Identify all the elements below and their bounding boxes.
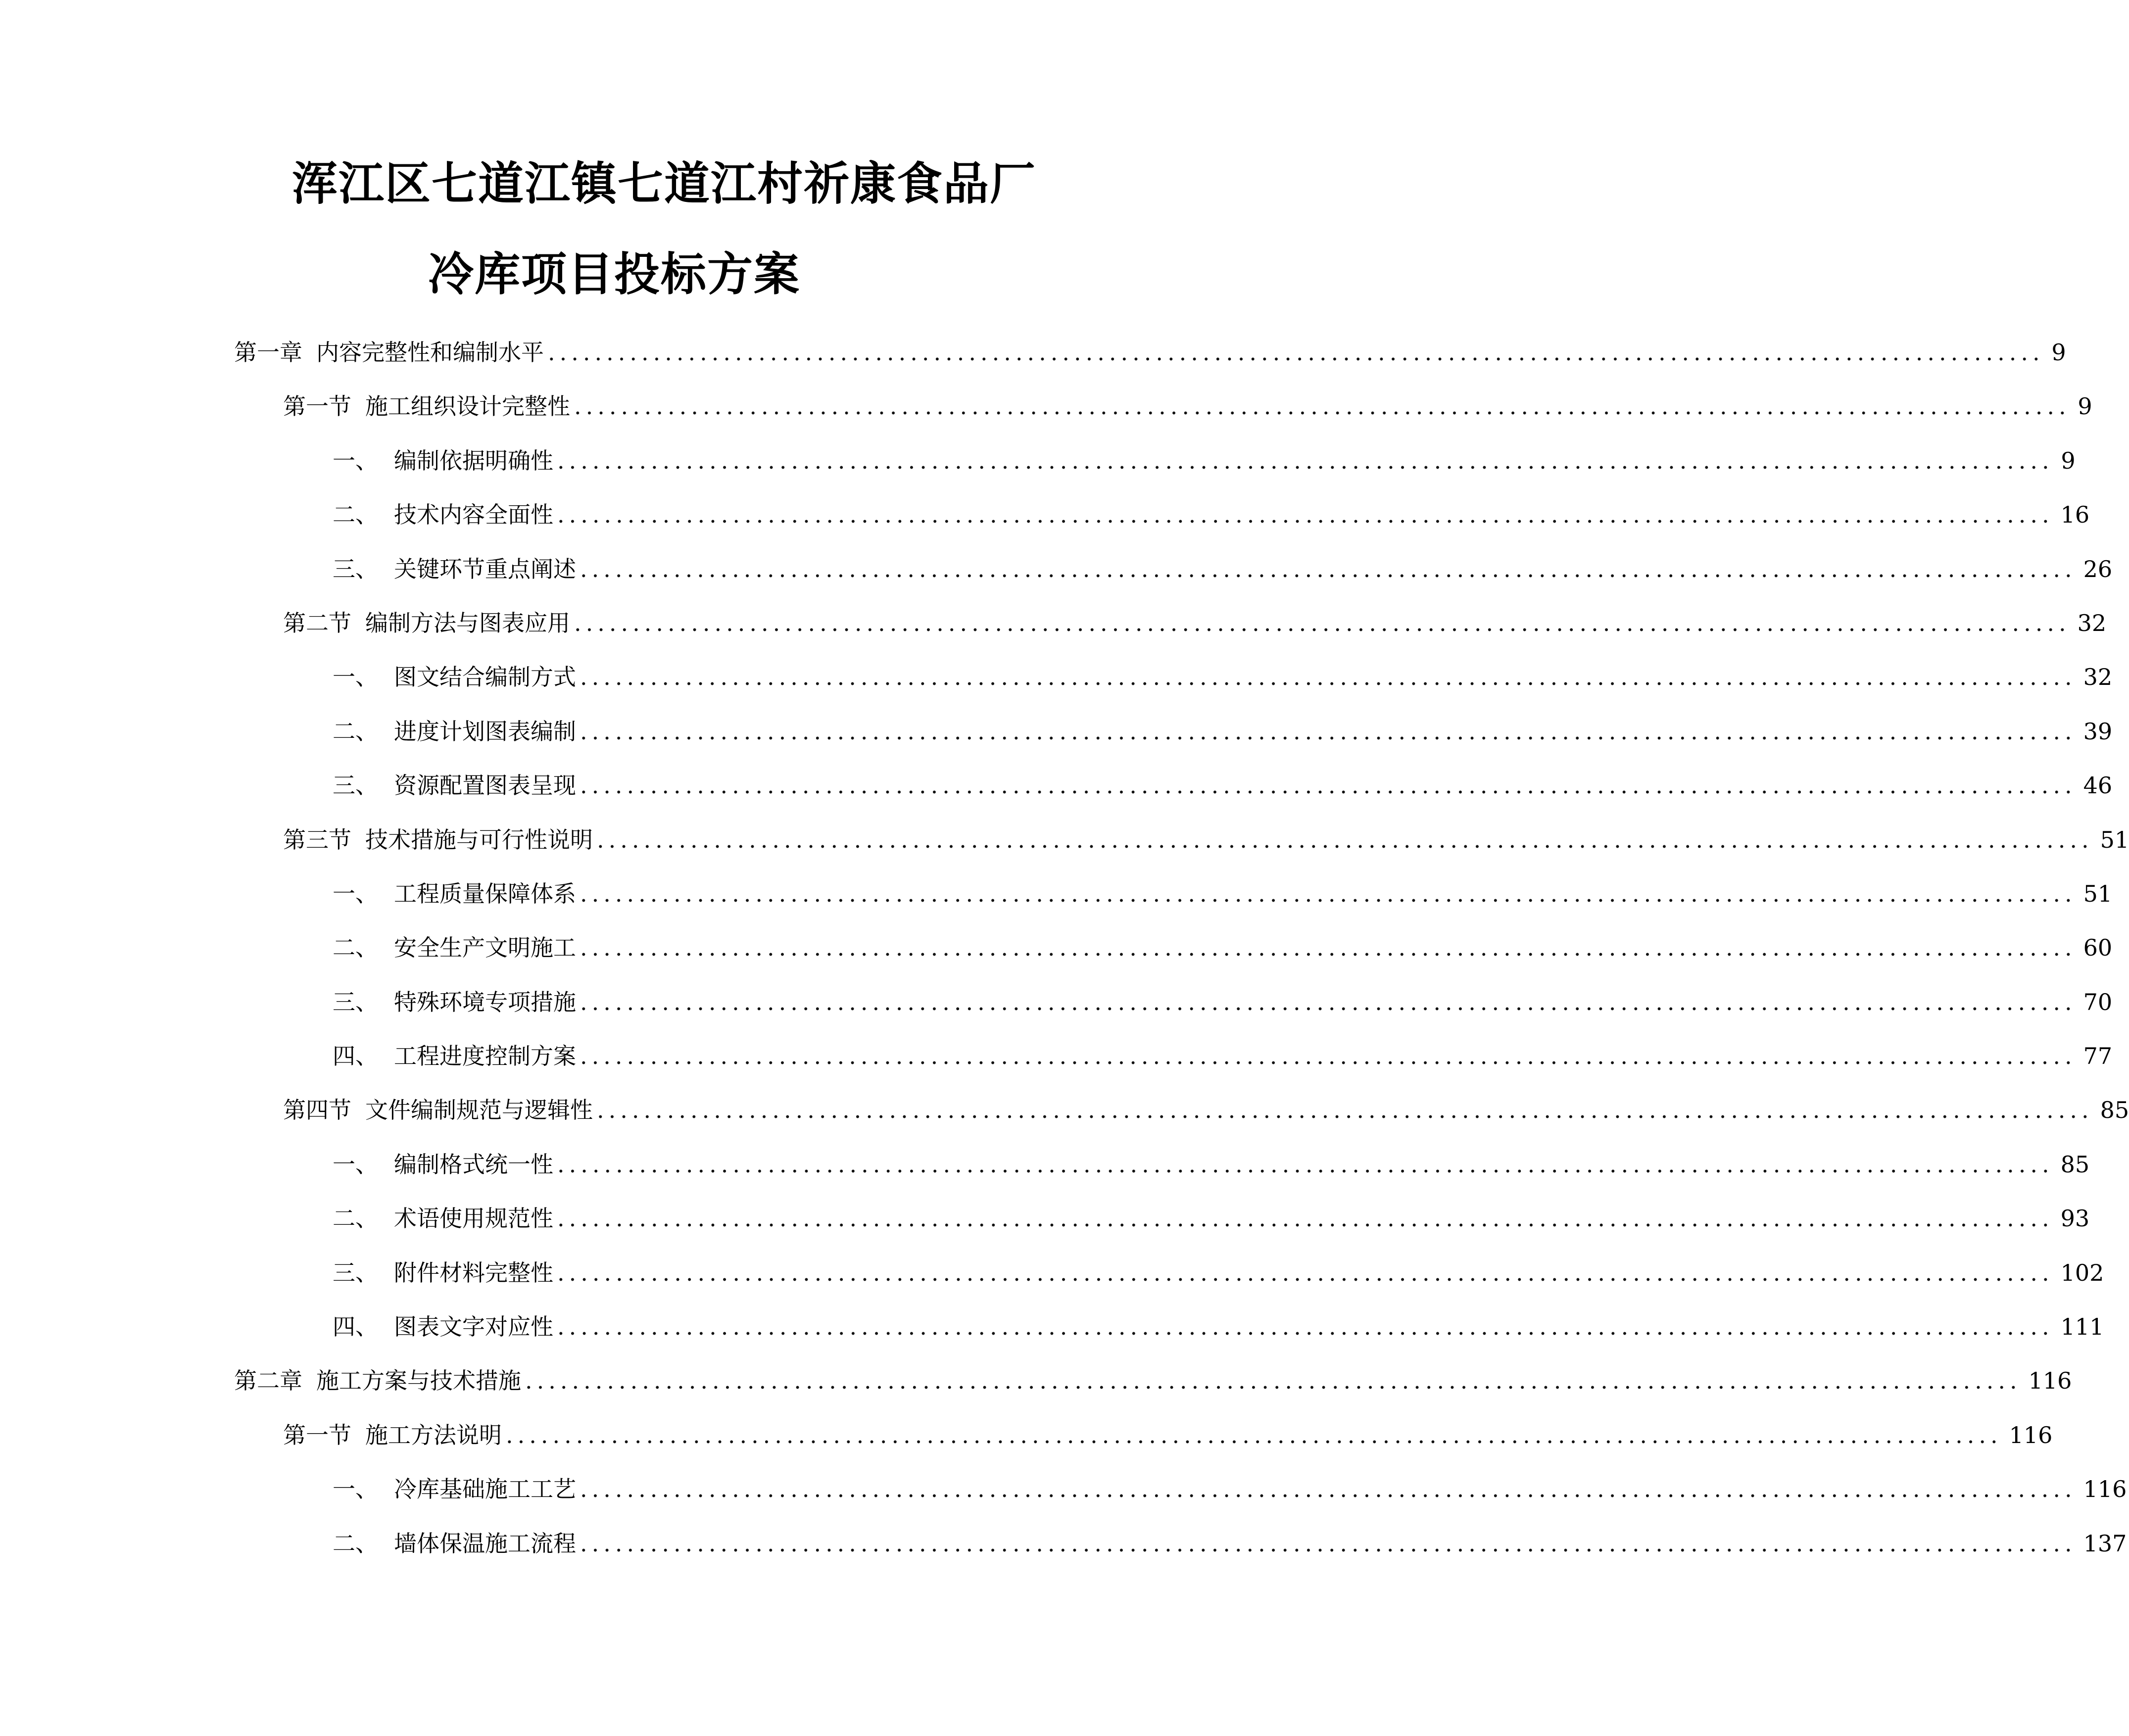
toc-entry-number: 第二节 [283,609,351,636]
toc-entry-label: 进度计划图表编制 [394,718,576,745]
toc-entry-label: 图文结合编制方式 [394,664,576,691]
toc-entry[interactable] [0,1138,2090,1192]
toc-entry-number: 第一章 [234,339,302,366]
toc-entry[interactable] [0,1517,2127,1571]
toc-dot-leader: ................................................................................................................................ [557,1151,2054,1178]
toc-dot-leader: ................................................................................................................................ [548,339,2044,366]
toc-entry-page: 77 [2083,1043,2113,1070]
toc-entry-label: 术语使用规范性 [394,1205,553,1232]
toc-entry[interactable] [0,921,2113,975]
toc-dot-leader: ................................................................................................................................ [506,1421,2002,1448]
toc-entry-number: 一、 [333,1151,378,1178]
toc-entry-label: 编制格式统一性 [394,1151,553,1178]
toc-dot-leader: ................................................................................................................................ [597,826,2093,853]
toc-entry[interactable] [0,1354,2072,1408]
toc-entry-number: 二、 [333,1205,378,1232]
toc-entry-number: 一、 [333,447,378,474]
toc-dot-leader: ................................................................................................................................ [580,718,2077,745]
toc-entry-label: 关键环节重点阐述 [394,555,576,582]
toc-entry-number: 第三节 [283,826,351,853]
toc-dot-leader: ................................................................................................................................ [580,1530,2077,1557]
toc-entry-page: 102 [2060,1259,2104,1286]
toc-entry-label: 施工方案与技术措施 [316,1367,521,1395]
toc-entry[interactable] [0,867,2113,921]
toc-entry-label: 特殊环境专项措施 [394,988,576,1015]
toc-entry-page: 32 [2083,664,2113,691]
toc-entry-page: 39 [2083,718,2113,745]
toc-entry[interactable] [0,596,2107,650]
title-line-1: 浑江区七道江镇七道江村祈康食品厂 [292,157,1037,210]
toc-entry-number: 三、 [333,1259,378,1286]
toc-entry-page: 93 [2060,1205,2090,1232]
toc-entry-number: 第二章 [234,1367,302,1395]
toc-dot-leader: ................................................................................................................................ [574,393,2071,420]
toc-dot-leader: ................................................................................................................................ [580,664,2077,691]
toc-entry[interactable] [0,434,2076,488]
toc-entry[interactable] [0,813,2129,867]
toc-dot-leader: ................................................................................................................................ [574,609,2071,636]
toc-entry-label: 编制依据明确性 [394,447,553,474]
toc-entry-page: 116 [2009,1421,2053,1448]
toc-dot-leader: ................................................................................................................................ [580,1043,2077,1070]
toc-entry-label: 技术措施与可行性说明 [365,826,593,853]
toc-entry-number: 第一节 [283,1421,351,1448]
toc-entry-number: 一、 [333,1476,378,1503]
toc-entry[interactable] [0,380,2092,434]
toc-dot-leader: ................................................................................................................................ [525,1367,2022,1395]
toc-dot-leader: ................................................................................................................................ [557,447,2054,474]
toc-entry-number: 四、 [333,1043,378,1070]
toc-entry-number: 三、 [333,772,378,799]
toc-entry-page: 85 [2100,1097,2129,1124]
toc-entry-page: 26 [2083,555,2113,582]
toc-entry-page: 70 [2083,988,2113,1015]
toc-dot-leader: ................................................................................................................................ [580,988,2077,1015]
toc-entry-page: 32 [2077,609,2107,636]
toc-dot-leader: ................................................................................................................................ [557,1205,2054,1232]
toc-entry-page: 116 [2083,1476,2127,1503]
toc-dot-leader: ................................................................................................................................ [580,934,2077,962]
toc-entry-number: 三、 [333,988,378,1015]
toc-entry-number: 一、 [333,664,378,691]
toc-entry-page: 116 [2028,1367,2072,1395]
toc-entry-page: 137 [2083,1530,2127,1557]
toc-entry[interactable] [0,1246,2104,1300]
table-of-contents [0,326,2129,1571]
toc-entry-label: 工程质量保障体系 [394,880,576,907]
toc-entry-page: 111 [2060,1313,2104,1341]
toc-dot-leader: ................................................................................................................................ [557,1259,2054,1286]
toc-entry[interactable] [0,1029,2113,1083]
toc-entry-number: 二、 [333,718,378,745]
toc-entry-page: 16 [2060,501,2090,529]
toc-dot-leader: ................................................................................................................................ [597,1097,2093,1124]
toc-entry-page: 9 [2061,447,2076,474]
toc-entry[interactable] [0,650,2113,704]
toc-entry-number: 四、 [333,1313,378,1341]
toc-entry-number: 第四节 [283,1097,351,1124]
toc-entry[interactable] [0,488,2090,542]
toc-entry-label: 技术内容全面性 [394,501,553,529]
toc-entry[interactable] [0,542,2113,596]
toc-entry[interactable] [0,1083,2129,1137]
toc-entry-label: 施工方法说明 [365,1421,502,1448]
toc-entry-label: 安全生产文明施工 [394,934,576,962]
toc-entry[interactable] [0,1408,2053,1462]
toc-entry-label: 资源配置图表呈现 [394,772,576,799]
toc-entry-page: 51 [2100,826,2129,853]
toc-entry-number: 二、 [333,501,378,529]
toc-dot-leader: ................................................................................................................................ [557,501,2054,529]
toc-entry-label: 内容完整性和编制水平 [316,339,544,366]
toc-entry-label: 冷库基础施工工艺 [394,1476,576,1503]
toc-entry[interactable] [0,705,2113,759]
toc-entry[interactable] [0,326,2066,380]
toc-entry-label: 图表文字对应性 [394,1313,553,1341]
toc-entry-number: 二、 [333,1530,378,1557]
toc-entry-number: 三、 [333,555,378,582]
toc-entry[interactable] [0,1462,2127,1516]
toc-entry[interactable] [0,975,2113,1029]
toc-entry-label: 工程进度控制方案 [394,1043,576,1070]
toc-entry-page: 85 [2060,1151,2090,1178]
toc-entry[interactable] [0,1192,2090,1246]
toc-entry-page: 51 [2083,880,2113,907]
toc-dot-leader: ................................................................................................................................ [580,555,2077,582]
toc-entry-label: 墙体保温施工流程 [394,1530,576,1557]
toc-entry-number: 一、 [333,880,378,907]
title-line-2: 冷库项目投标方案 [428,248,801,301]
toc-entry-number: 二、 [333,934,378,962]
toc-entry-number: 第一节 [283,393,351,420]
toc-entry-page: 60 [2083,934,2113,962]
toc-entry[interactable] [0,759,2113,813]
toc-dot-leader: ................................................................................................................................ [580,772,2077,799]
toc-entry-page: 46 [2083,772,2113,799]
toc-entry[interactable] [0,1300,2104,1354]
toc-entry-page: 9 [2051,339,2066,366]
toc-dot-leader: ................................................................................................................................ [580,880,2077,907]
toc-dot-leader: ................................................................................................................................ [580,1476,2077,1503]
toc-dot-leader: ................................................................................................................................ [557,1313,2054,1341]
toc-entry-page: 9 [2078,393,2092,420]
toc-entry-label: 施工组织设计完整性 [365,393,570,420]
toc-entry-label: 附件材料完整性 [394,1259,553,1286]
toc-entry-label: 编制方法与图表应用 [365,609,570,636]
toc-entry-label: 文件编制规范与逻辑性 [365,1097,593,1124]
